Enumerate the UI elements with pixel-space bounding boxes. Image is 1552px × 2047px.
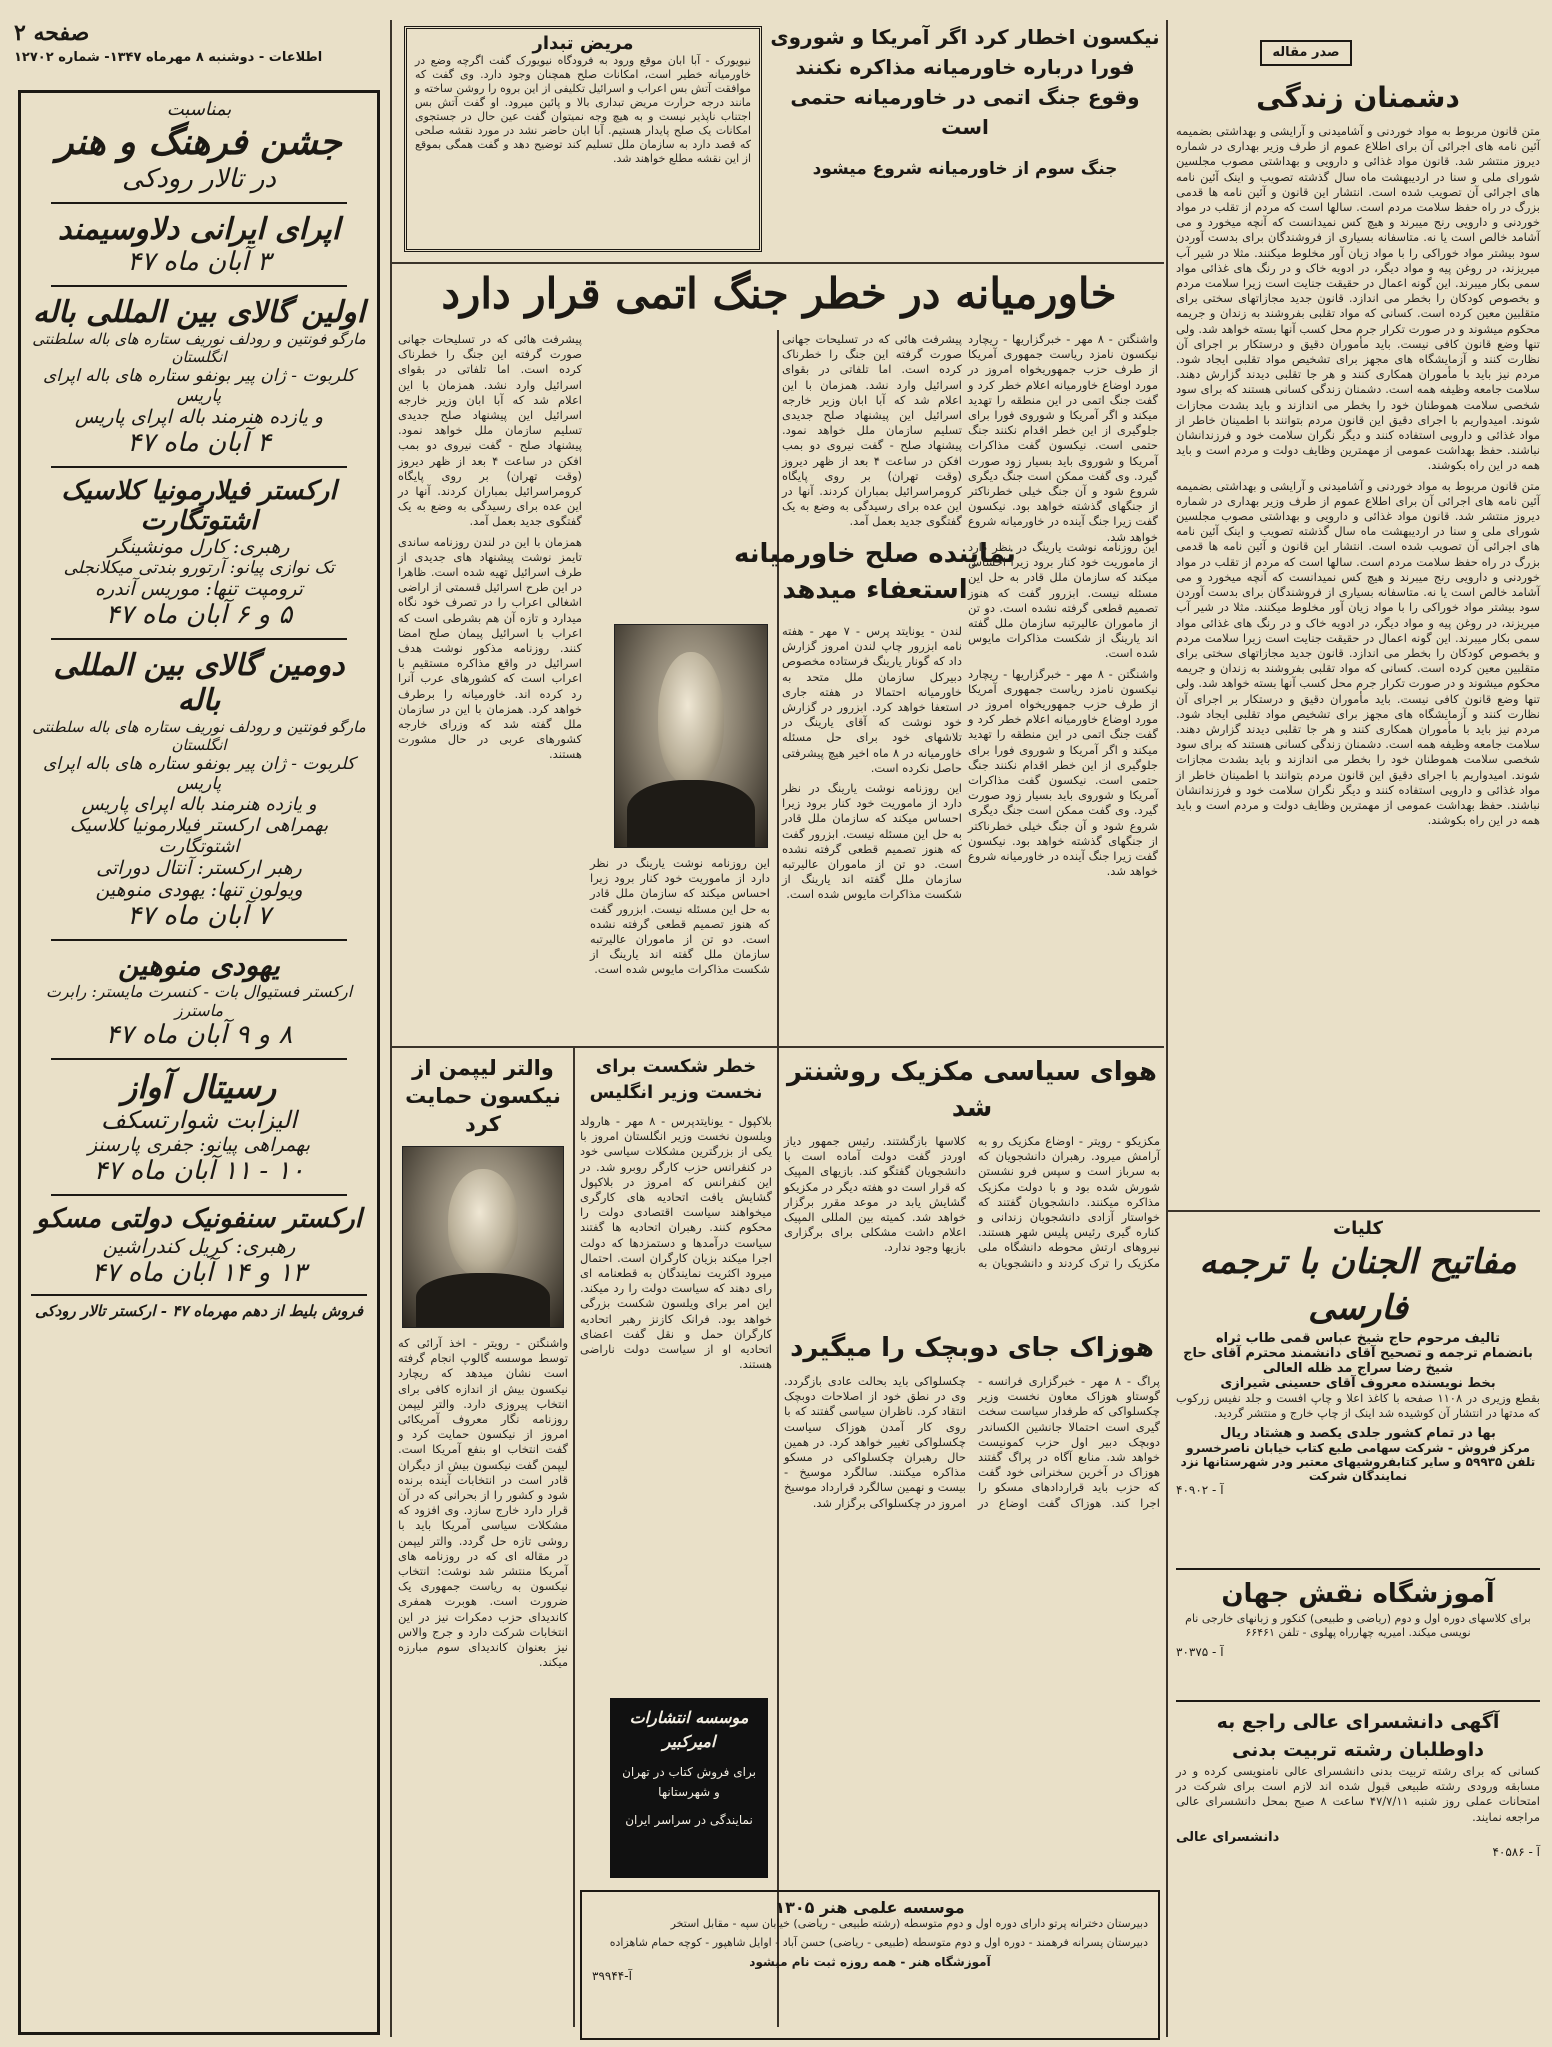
section-rule <box>392 1046 1164 1048</box>
column-rule <box>390 20 392 2037</box>
box-patient-title: مریض تبدار <box>532 33 634 54</box>
column-header: صدر مقاله <box>1260 40 1352 66</box>
festival-event: اولین گالای بین المللی باله مارگو فونتین و رودلف نوریف ستاره های باله سلطنتی انگلستان کلربوت - ژان پیر بونفو ستاره های باله اپرای پاریس و یازده هنرمند باله اپرای پاریس ۴ آبان ماه ۴۷ <box>32 295 366 458</box>
czech-headline: هوزاک جای دوبچک را میگیرد <box>790 1333 1154 1363</box>
main-headline-block <box>396 264 1162 326</box>
festival-event: ارکستر فیلارمونیا کلاسیک اشتوتگارت رهبری: کارل مونشینگر تک نوازی پیانو: آرتورو بندتی میکلانجلی ترومپت تنها: موریس آندره ۵ و ۶ آبان ماه ۴۷ <box>61 476 337 630</box>
ad-naghsh-jahan: آموزشگاه نقش جهان برای کلاسهای دوره اول و دوم (ریاضی و طبیعی) کنکور و زبانهای خارجی نام نویسی میکند. امیریه چهارراه پهلوی - تلفن ۶۶۴۶۱ آ - ۳۰۳۷۵ <box>1176 1568 1540 1688</box>
resign-story-col: لندن - یونایتد پرس - ۷ مهر - هفته نامه ابزرور چاپ لندن امروز گزارش داد که گونار یارینگ فرستاده مخصوص دبیرکل سازمان ملل متحد به خاورمیانه احتمالا در هفته جاری استعفا خواهد کرد. ابزرور در گزارش خود نوشت که آقای یارینگ در تلاشهای خود برای حل مسئله خاورمیانه در ۸ ماه اخیر هیچ پیشرفتی حاصل نکرده است. این روزنامه نوشت یارینگ در نظر دارد از ماموریت خود کنار برود زیرا احساس میکند که سازمان ملل قادر به حل این مسئله نیست. ابزرور گفت که هنوز تصمیم قطعی گرفته نشده است. دو تن از ماموران عالیرتبه سازمان ملل گفته اند یارینگ از شکست مذاکرات مایوس شده است. <box>782 624 962 902</box>
israel-story-col: پیشرفت هائی که در تسلیحات جهانی صورت گرفته این جنگ را خطرناک کرده است. اما تلفاتی در بقوای اسرائیل وارد نشد. همزمان با این اعلام شد که آبا ابان وزیر خارجه اسرائیل این پیشنهاد صلح جدیدی تسلیم سازمان ملل خواهد نمود. پیشنهاد صلح - گفت نیروی دو بمب افکن در ساعت ۴ بعد از ظهر دیروز (وقت تهران) بر روی پایگاه کرومراسرائیل بمباران کردند. آنها در این عده برای رسیدگی به وضع به یک گفتگوی جدید بعمل آمد. همزمان با این در لندن روزنامه ساندی تایمز نوشت پیشنهاد های جدیدی از طرف اسرائیل تهیه شده است. ظاهرا در این طرح اسرائیل قسمتی از اراضی اشغالی اعراب را در تصرف خود نگاه میدارد و تازه آن هم بشرطی است که اعراب با اسرائیل پیمان صلح امضا کنند. روزنامه مذکور نوشت هدف اسرائیل در واقع مذاکره مستقیم با اعراب است که کشورهای عرب آنرا رد کرده اند. خاورمیانه را برطرف خواهد کرد. همزمان با این در سازمان ملل گفته شد که وزرای خارجه کشورهای عربی در حال مشورت هستند. <box>398 332 583 762</box>
resign-story-under-photo: این روزنامه نوشت یارینگ در نظر دارد از ماموریت خود کنار برود زیرا احساس میکند که سازمان ملل قادر به حل این مسئله نیست. ابزرور گفت که هنوز تصمیم قطعی گرفته نشده است. دو تن از ماموران عالیرتبه سازمان ملل گفته اند یارینگ از شکست مذاکرات مایوس شده است. <box>590 856 770 977</box>
box-patient <box>404 26 762 252</box>
festival-ad <box>18 90 380 2035</box>
page-number: صفحه ۲ <box>14 20 90 46</box>
column-rule <box>777 1048 779 2027</box>
festival-event: رسیتال آواز الیزابت شوارتسکف بهمراهی پیانو: جفری پارسنز ۱۰ - ۱۱ آبان ماه ۴۷ <box>87 1068 311 1186</box>
resign-headline-2: استعفاء میدهد <box>782 575 968 605</box>
main-story-col-a-cont: این روزنامه نوشت یارینگ در نظر دارد از ماموریت خود کنار برود زیرا احساس میکند که سازمان ملل قادر به حل این مسئله نیست. ابزرور گفت که هنوز تصمیم قطعی گرفته نشده است. دو تن از ماموران عالیرتبه سازمان ملل گفته اند یارینگ از شکست مذاکرات مایوس شده است. واشنگتن - ۸ مهر - خبرگزاریها - ریچارد نیکسون نامزد ریاست جمهوری آمریکا از طرف حزب جمهوریخواه امروز در مورد اوضاع خاورمیانه اعلام خطر کرد و گفت جنگ اتمی در این منطقه را تهدید میکند و اگر آمریکا و شوروی فورا برای جلوگیری از این خطر اقدام نکنند جنگ حتمی است. نیکسون گفت مذاکرات آمریکا و شوروی باید بسیار زود صورت گیرد. وی گفت ممکن است جنگ دیگری شروع شود و آن جنگ خیلی خطرناکتر از جنگهای گذشته خواهد بود. نیکسون گفت زیرا جنگ آینده در خاورمیانه شروع خواهد شد. <box>968 540 1158 879</box>
ad-amirkabir: موسسه انتشارات امیرکبیر برای فروش کتاب در تهران و شهرستانها نمایندگی در سراسر ایران <box>610 1698 768 1878</box>
university-title: آگهی دانشسرای عالی راجع به داوطلبان رشته تربیت بدنی <box>1216 1711 1500 1761</box>
ad-school: موسسه علمی هنر ۱۳۰۵ دبیرستان دخترانه پرتو دارای دوره اول و دوم متوسطه (رشته طبیعی - ریاضی) خیابان سپه - مقابل استخر دبیرستان پسرانه فرهمند - دوره اول و دوم متوسطه (طبیعی - ریاضی) حسن آباد - اوایل شاهپور - کوچه حمام شاهزاده آموزشگاه هنر - همه روزه ثبت نام میشود آ-۳۹۹۴۴ <box>580 1890 1160 2040</box>
column-rule <box>1166 20 1168 2037</box>
czech-story: هوزاک جای دوبچک را میگیرد پراگ - ۸ مهر - خبرگزاری فرانسه - گوستاو هوزاک معاون نخست وزیر چکسلواکی که طرفدار سیاست سخت گیری است احتمالا جانشین الکساندر دوبچک دبیر اول حزب کمونیست خواهد شد. منابع آگاه در پراگ گفتند هوزاک در آخرین سخنرانی خود گفت که حزب باید قراردادهای مسکو را اجرا کند. هوزاک گفت اوضاع در چکسلواکی باید بحالت عادی بازگردد. وی در نطق خود از اصلاحات دوبچک انتقاد کرد. ناظران سیاسی گفتند که با روی کار آمدن هوزاک سیاست چکسلواکی تغییر خواهد کرد. در همین حال رهبران چکسلواکی در مسکو مذاکره میکنند. سالگرد موسیخ - بیست و نهمین سالگرد قرارداد موسیخ امروز در چکسلواکی برگزار شد. <box>784 1330 1160 1782</box>
main-headline: خاورمیانه در خطر جنگ اتمی قرار دارد <box>441 269 1117 318</box>
ad-mafatih: کلیات مفاتیح الجنان با ترجمه فارسی تالیف مرحوم حاج شیخ عباس قمی طاب ثراه بانضمام ترجمه و تصحیح آقای دانشمند محترم آقای حاج شیخ رضا سراج مد ظله العالی بخط نویسنده معروف آقای حسینی شیرازی بقطع وزیری در ۱۱۰۸ صفحه با کاغذ اعلا و چاپ افست و جلد نفیس زرکوب که مدتها در انتشار آن کوشیده شد اینک از چاپ خارج و منتشر گردید. بها در تمام کشور جلدی یکصد و هشتاد ریال مرکز فروش - شرکت سهامی طبع کتاب خیابان ناصرخسرو تلفن ۵۹۹۳۵ و سایر کتابفروشیهای معتبر ودر شهرستانها نزد نمایندگان شرکت آ - ۴۰۹۰۲ <box>1176 1218 1540 1498</box>
festival-title: جشن فرهنگ و هنر <box>56 121 342 163</box>
column-rule <box>573 1048 575 2027</box>
editorial-body: متن قانون مربوط به مواد خوردنی و آشامیدنی و آرایشی و بهداشتی بضمیمه آئین نامه های اجرائی آن برای اطلاع عموم از طرف وزیر بهداری در شماره دیروز منتشر شد. قانون مواد غذائی و دارویی و بهداشتی مصوب مجلسین شورای ملی و سنا در اردیبهشت ماه سال گذشته تصویب و اینک آئین نامه های اجرائی آن تصویب شده است. انتشار این قانون و آئین نامه ها قدمی بزرگ در راه حفظ سلامت مردم است. سالها است که مردم از تقلب در مواد خوردنی و دارویی رنج میبرند و هیچ کس نمیدانست که آنچه میخورد و می آشامد خالص است یا نه. متاسفانه بسیاری از فروشندگان برای بدست آوردن سود بیشتر مواد خوراکی را با مواد زیان آور مخلوط میکنند. مثلا در شیر آب میریزند، در روغن پیه و مواد دیگر، در ادویه خاک و در رنگ های غذائی مواد سمی بکار میبرند. این گونه اعمال در حقیقت جنایت است زیرا سلامت مردم و بخصوص کودکان را بخطر می اندازد. قانون جدید مجازاتهای سختی برای متقلبین معین کرده است. کسانی که مواد تقلبی بفروشند به زندان و جریمه محکوم میشوند و در صورت تکرار جرم محل کسب آنها بسته خواهد شد. ولی تنها وضع قانون کافی نیست. باید مأموران دقیق و درستکار بر اجرای آن نظارت کنند و آزمایشگاه های مجهز برای تشخیص مواد تقلبی ایجاد شود. مردم نیز باید با مأموران همکاری کنند و هر جا تقلبی دیدند گزارش دهند. سلامت جامعه وظیفه همه است. دشمنان زندگی کسانی هستند که برای سود شخصی سلامت هموطنان خود را بخطر می اندازند و باید بشدت مجازات شوند. امیدواریم با اجرای دقیق این قانون مردم بتوانند با اطمینان خاطر از مواد غذائی و دارویی استفاده کنند و دیگر نگران سلامت خود و فرزندانشان نباشند. حفظ بهداشت عمومی از مهمترین وظایف دولت و مردم است و باید همه در این راه بکوشند. <box>1176 124 1540 473</box>
uk-story: خطر شکست برای نخست وزیر انگلیس بلاکپول - یونایتدپرس - ۸ مهر - هارولد ویلسون نخست وزیر انگلستان امروز با یکی از بزرگترین مشکلات سیاسی خود در کنفرانس حزب کارگر روبرو شد. در این کنفرانس که امروز در بلاکپول گشایش یافت اتحادیه های کارگری میخواهند سیاست اقتصادی دولت را محکوم کنند. رهبران اتحادیه ها گفتند سیاست درآمدها و دستمزدها که دولت اجرا میکند بزیان کارگران است. احتمال میرود اکثریت نمایندگان به قطعنامه ای رای دهند که سیاست دولت را رد میکند. این امر برای ویلسون شکست بزرگی خواهد بود. فرانک کازنز رهبر اتحادیه کارگران حمل و نقل گفت اعضای اتحادیه او از سیاست دولت ناراضی هستند. <box>580 1056 772 1372</box>
mexico-headline: هوای سیاسی مکزیک روشنتر شد <box>787 1057 1157 1123</box>
mafatih-kicker: کلیات <box>1332 1218 1383 1239</box>
ad-school-title: موسسه علمی هنر ۱۳۰۵ <box>775 1898 965 1917</box>
resign-headline-1: نماینده صلح خاورمیانه <box>734 539 1016 569</box>
page-masthead <box>14 20 384 80</box>
lippmann-story: والتر لیپمن از نیکسون حمایت کرد واشنگتن - رویتر - اخذ آرائی که توسط موسسه گالوپ انجام گرفته است نشان میدهد که ریچارد نیکسون بیش از اندازه کافی برای انتخاب پیروزی دارد. والتر لیپمن روزنامه نگار معروف آمریکائی امروز از نیکسون حمایت کرد و گفت انتخاب او بنفع آمریکا است. لیپمن گفت نیکسون بیش از دیگران قادر است در انتخابات آینده برنده شود و کشور را از بحرانی که در آن قرار دارد خارج سازد. وی افزود که مشکلات سیاسی آمریکا باید با روشی تازه حل گردد. والتر لیپمن در مقاله ای که در روزنامه های آمریکا منتشر شد نوشت: انتخاب نیکسون به ریاست جمهوری یک ضرورت است. هوبرت همفری کاندیدای حزب دمکرات نیز در این انتخابات شرکت دارد و جرج والاس نیز بعنوان کاندیدای سوم مبارزه میکند. <box>398 1056 568 1670</box>
photo-jarring <box>614 624 768 848</box>
mafatih-title: مفاتیح الجنان با ترجمه فارسی <box>1199 1242 1517 1328</box>
lede-headline: نیکسون اخطار کرد اگر آمریکا و شوروی فورا درباره خاورمیانه مذاکره نکنند وقوع جنگ اتمی در خاورمیانه حتمی است <box>770 25 1160 139</box>
lede-subhead: جنگ سوم از خاورمیانه شروع میشود <box>812 159 1118 179</box>
issue-line: اطلاعات - دوشنبه ۸ مهرماه ۱۳۴۷- شماره ۱۲۷۰۲ <box>14 50 323 65</box>
festival-event: یهودی منوهین ارکستر فستیوال بات - کنسرت مایستر: رابرت ماسترز ۸ و ۹ آبان ماه ۴۷ <box>45 949 353 1050</box>
mexico-story: هوای سیاسی مکزیک روشنتر شد مکزیکو - رویتر - اوضاع مکزیک رو به آرامش میرود. رهبران دانشجویان که به سرباز است و سپس فرو نشستن شورش شده بود و با دولت مکزیک مذاکره میکنند. دانشجویان گفتند که خواستار آزادی دانشجویان زندانی و کناره گیری رئیس پلیس شهر هستند. نیروهای ارتش محوطه دانشگاه ملی مکزیک را ترک کردند و دانشجویان به کلاسها بازگشتند. رئیس جمهور دیاز اوردز گفت دولت آماده است با دانشجویان گفتگو کند. بازیهای المپیک که قرار است دو هفته دیگر در مکزیکو گشایش یابد در موعد مقرر برگزار خواهد شد. کمیته بین المللی المپیک اعلام داشت مشکلی برای برگزاری بازیها وجود ندارد. <box>784 1054 1160 1574</box>
festival-intro: بمناسبت <box>166 99 232 120</box>
ad-university: آگهی دانشسرای عالی راجع به داوطلبان رشته تربیت بدنی کسانی که برای رشته تربیت بدنی دانشسرای عالی نامنویسی کرده و در مسابقه ورودی رشته طبیعی قبول شده اند لازم است برای شرکت در امتحانات عملی روز شنبه ۴۷/۷/۱۱ ساعت ۸ صبح بمحل دانشسرای عالی مراجعه نمایند. دانشسرای عالی آ - ۴۰۵۸۶ <box>1176 1700 1540 2035</box>
festival-venue: در تالار رودکی <box>122 164 276 194</box>
festival-event: ارکستر سنفونیک دولتی مسکو رهبری: کریل کندراشین ۱۳ و ۱۴ آبان ماه ۴۷ <box>36 1204 362 1288</box>
festival-event: دومین گالای بین المللی باله مارگو فونتین و رودلف نوریف ستاره های باله سلطنتی انگلستان کلربوت - ژان پیر بونفو ستاره های باله اپرای پاریس و یازده هنرمند باله اپرای پاریس بهمراهی ارکستر فیلارمونیا کلاسیک اشتوتگارت رهبر ارکستر: آنتال دوراتی ویولون تنها: یهودی منوهین ۷ آبان ماه ۴۷ <box>32 648 366 931</box>
festival-event: اپرای ایرانی دلاوسیمند ۳ آبان ماه ۴۷ <box>57 212 341 277</box>
box-patient-body: نیویورک - آبا ابان موقع ورود به فرودگاه نیویورک گفت اگرچه وضع در خاورمیانه خطیر است، امکانات صلح همچنان وجود دارد. وی گفت که موافقت آتش بس اعراب و اسرائیل تکلیفی از این بروه را روشن ساخته و مانند درجه حرارت مریض تبداری بالا و پائین میرود. او گفت آتش بس اجتناب ناپذیر نیست و به هیچ وجه نمیتوان گفت عین حال در جستجوی امکانات یک صلح پایدار هستیم. آبا ابان حاضر نشد در مورد نقشه صلحی که قصد دارد به سازمان ملل تسلیم کند توضیح دهد و گفت همگی بموقع از این نقشه مطلع خواهند شد. <box>415 54 751 165</box>
section-rule <box>1168 1210 1540 1212</box>
lippmann-headline: والتر لیپمن از نیکسون حمایت کرد <box>405 1056 561 1136</box>
main-story-col-b: پیشرفت هائی که در تسلیحات جهانی صورت گرفته این جنگ را خطرناک کرده است. اما تلفاتی در بقوای اسرائیل وارد نشد. همزمان با این اعلام شد که آبا ابان وزیر خارجه اسرائیل این پیشنهاد صلح جدیدی تسلیم سازمان ملل خواهد نمود. پیشنهاد صلح - گفت نیروی دو بمب افکن در ساعت ۴ بعد از ظهر دیروز (وقت تهران) بر روی پایگاه کرومراسرائیل بمباران کردند. آنها در این عده برای رسیدگی به وضع به یک گفتگوی جدید بعمل آمد. <box>782 332 963 529</box>
photo-lippmann <box>402 1146 564 1328</box>
festival-footer: فروش بلیط از دهم مهرماه ۴۷ - ارکستر تالار رودکی <box>34 1302 364 1320</box>
lede-block <box>770 22 1160 258</box>
naghsh-title: آموزشگاه نقش جهان <box>1221 1579 1495 1609</box>
uk-headline: خطر شکست برای نخست وزیر انگلیس <box>589 1056 763 1103</box>
editorial: دشمنان زندگی متن قانون مربوط به مواد خوردنی و آشامیدنی و آرایشی و بهداشتی بضمیمه آئین نامه های اجرائی آن برای اطلاع عموم از طرف وزیر بهداری در شماره دیروز منتشر شد. قانون مواد غذائی و دارویی و بهداشتی مصوب مجلسین شورای ملی و سنا در اردیبهشت ماه سال گذشته تصویب و اینک آئین نامه های اجرائی آن تصویب شده است. انتشار این قانون و آئین نامه ها قدمی بزرگ در راه حفظ سلامت مردم است. سالها است که مردم از تقلب در مواد خوردنی و دارویی رنج میبرند و هیچ کس نمیدانست که آنچه میخورد و می آشامد خالص است یا نه. متاسفانه بسیاری از فروشندگان برای بدست آوردن سود بیشتر مواد خوراکی را با مواد زیان آور مخلوط میکنند. مثلا در شیر آب میریزند، در روغن پیه و مواد دیگر، در ادویه خاک و در رنگ های غذائی مواد سمی بکار میبرند. این گونه اعمال در حقیقت جنایت است زیرا سلامت مردم و بخصوص کودکان را بخطر می اندازد. قانون جدید مجازاتهای سختی برای متقلبین معین کرده است. کسانی که مواد تقلبی بفروشند به زندان و جریمه محکوم میشوند و در صورت تکرار جرم محل کسب آنها بسته خواهد شد. ولی تنها وضع قانون کافی نیست. باید مأموران دقیق و درستکار بر اجرای آن نظارت کنند و آزمایشگاه های مجهز برای تشخیص مواد تقلبی ایجاد شود. مردم نیز باید با مأموران همکاری کنند و هر جا تقلبی دیدند گزارش دهند. سلامت جامعه وظیفه همه است. دشمنان زندگی کسانی هستند که برای سود شخصی سلامت هموطنان خود را بخطر می اندازند و باید بشدت مجازات شوند. امیدواریم با اجرای دقیق این قانون مردم بتوانند با اطمینان خاطر از مواد غذائی و دارویی استفاده کنند و دیگر نگران سلامت خود و فرزندانشان نباشند. حفظ بهداشت عمومی از مهمترین وظایف دولت و مردم است و باید همه در این راه بکوشند. متن قانون مربوط به مواد خوردنی و آشامیدنی و آرایشی و بهداشتی بضمیمه آئین نامه های اجرائی آن برای اطلاع عموم از طرف وزیر بهداری در شماره دیروز منتشر شد. قانون مواد غذائی و دارویی و بهداشتی مصوب مجلسین شورای ملی و سنا در اردیبهشت ماه سال گذشته تصویب و اینک آئین نامه های اجرائی آن تصویب شده است. انتشار این قانون و آئین نامه ها قدمی بزرگ در راه حفظ سلامت مردم است. سالها است که مردم از تقلب در مواد خوردنی و دارویی رنج میبرند و هیچ کس نمیدانست که آنچه میخورد و می آشامد خالص است یا نه. متاسفانه بسیاری از فروشندگان برای بدست آوردن سود بیشتر مواد خوراکی را با مواد زیان آور مخلوط میکنند. مثلا در شیر آب میریزند، در روغن پیه و مواد دیگر، در ادویه خاک و در رنگ های غذائی مواد سمی بکار میبرند. این گونه اعمال در حقیقت جنایت است زیرا سلامت مردم و بخصوص کودکان را بخطر می اندازد. قانون جدید مجازاتهای سختی برای متقلبین معین کرده است. کسانی که مواد تقلبی بفروشند به زندان و جریمه محکوم میشوند و در صورت تکرار جرم محل کسب آنها بسته خواهد شد. ولی تنها وضع قانون کافی نیست. باید مأموران دقیق و درستکار بر اجرای آن نظارت کنند و آزمایشگاه های مجهز برای تشخیص مواد تقلبی ایجاد شود. مردم نیز باید با مأموران همکاری کنند و هر جا تقلبی دیدند گزارش دهند. سلامت جامعه وظیفه همه است. دشمنان زندگی کسانی هستند که برای سود شخصی سلامت هموطنان خود را بخطر می اندازند و باید بشدت مجازات شوند. امیدواریم با اجرای دقیق این قانون مردم بتوانند با اطمینان خاطر از مواد غذائی و دارویی استفاده کنند و دیگر نگران سلامت خود و فرزندانشان نباشند. حفظ بهداشت عمومی از مهمترین وظایف دولت و مردم است و باید همه در این راه بکوشند. <box>1176 78 1540 1200</box>
editorial-title: دشمنان زندگی <box>1256 81 1460 114</box>
main-story-col-a: واشنگتن - ۸ مهر - خبرگزاریها - ریچارد نیکسون نامزد ریاست جمهوری آمریکا از طرف حزب جمهوریخواه امروز در مورد اوضاع خاورمیانه اعلام خطر کرد و گفت جنگ اتمی در این منطقه را تهدید میکند و اگر آمریکا و شوروی فورا برای جلوگیری از این خطر اقدام نکنند جنگ حتمی است. نیکسون گفت مذاکرات آمریکا و شوروی باید بسیار زود صورت گیرد. وی گفت ممکن است جنگ دیگری شروع شود و آن جنگ خیلی خطرناکتر از جنگهای گذشته خواهد بود. نیکسون گفت زیرا جنگ آینده در خاورمیانه شروع خواهد شد. <box>968 332 1158 544</box>
